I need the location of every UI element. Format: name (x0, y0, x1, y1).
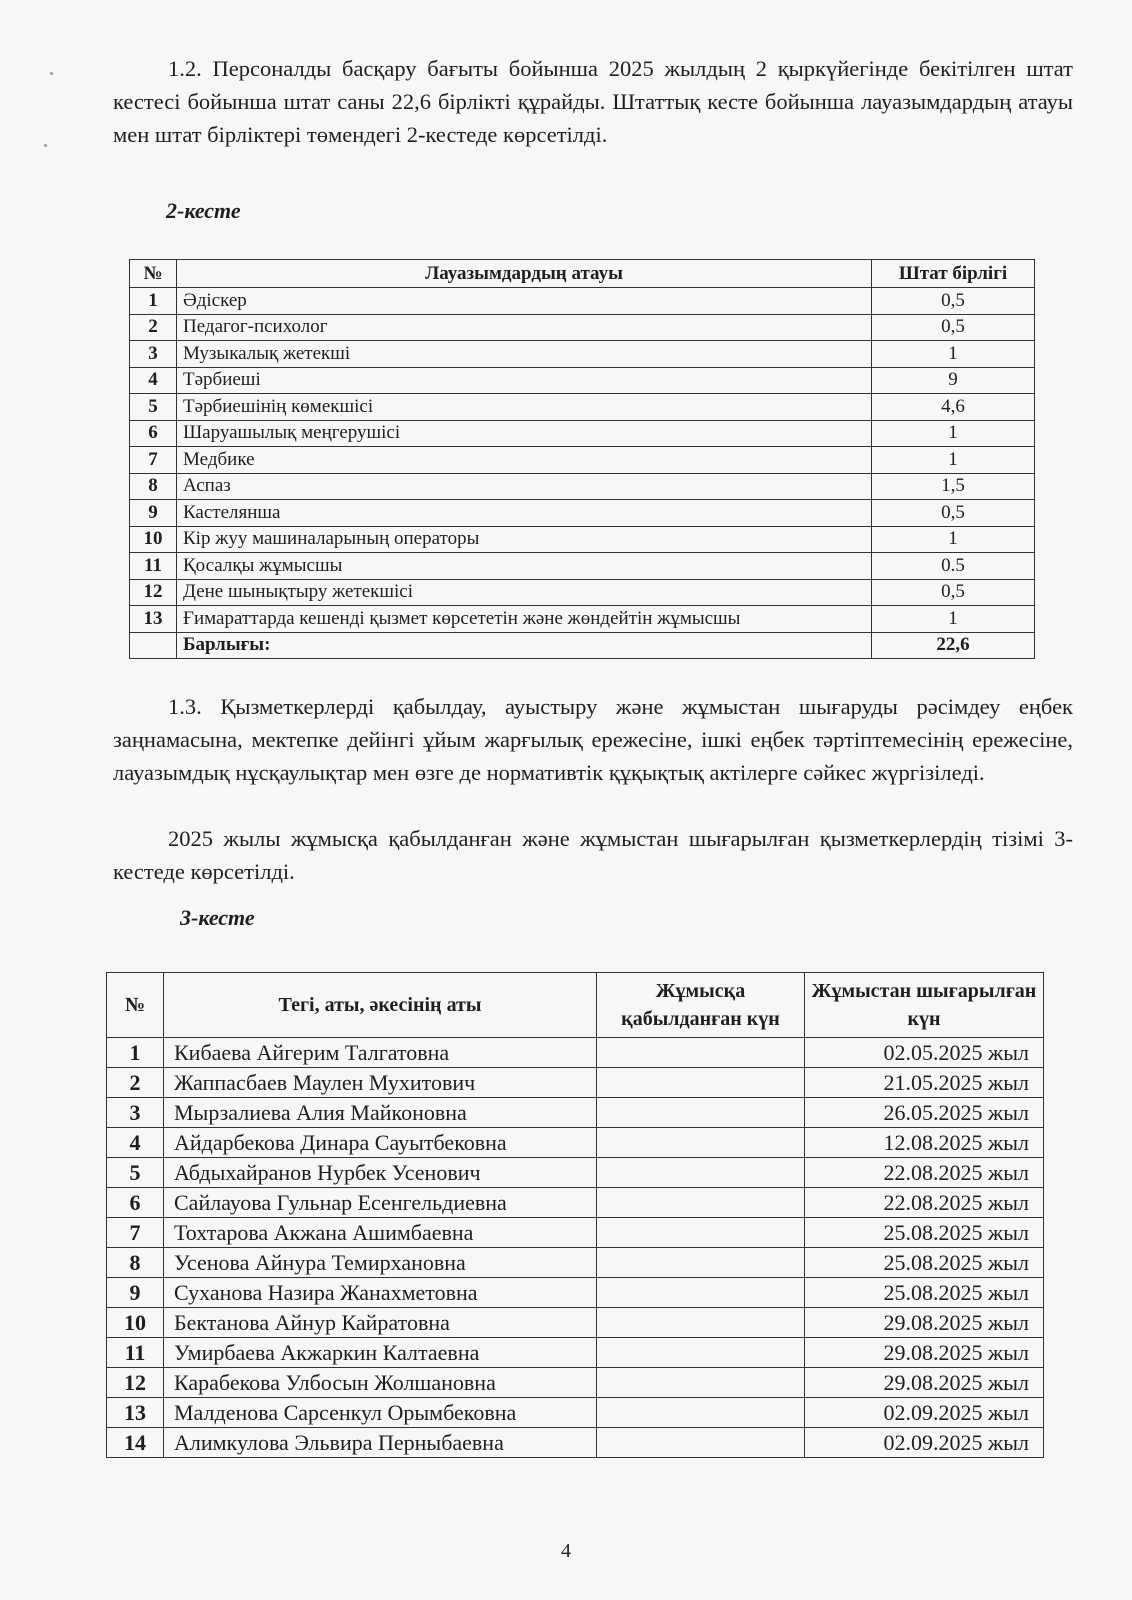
row-number: 14 (107, 1428, 164, 1458)
table-row (107, 1068, 1044, 1098)
paragraph-1-3-cont-text: 2025 жылы жұмысқа қабылданған және жұмыстан шығарылған қызметкерлердің тізімі 3-кестеде көрсетілді. (113, 826, 1073, 884)
hired-date (597, 1368, 805, 1398)
table-row (107, 1248, 1044, 1278)
dismissed-date: 29.08.2025 жыл (805, 1338, 1044, 1368)
table-row (107, 1398, 1044, 1428)
col-header-dismissed: Жұмыстан шығарылған күн (805, 973, 1044, 1038)
staff-units: 9 (872, 367, 1035, 394)
dismissed-date: 25.08.2025 жыл (805, 1248, 1044, 1278)
row-number: 9 (107, 1278, 164, 1308)
row-number: 6 (130, 420, 177, 447)
row-number: 2 (130, 314, 177, 341)
position-name: Кір жуу машиналарының операторы (177, 526, 872, 553)
row-number: 5 (107, 1158, 164, 1188)
employee-name: Суханова Назира Жанахметовна (164, 1278, 597, 1308)
position-name: Ғимараттарда кешенді қызмет көрсететін және жөндейтін жұмысшы (177, 606, 872, 633)
dismissed-date: 02.09.2025 жыл (805, 1428, 1044, 1458)
table-row (130, 526, 1035, 553)
row-number-empty (130, 632, 177, 659)
dismissed-date: 02.05.2025 жыл (805, 1038, 1044, 1068)
table-row (107, 1128, 1044, 1158)
staff-units: 1 (872, 420, 1035, 447)
staff-units: 0,5 (872, 500, 1035, 527)
staff-units-table (129, 259, 1035, 659)
dismissed-date: 26.05.2025 жыл (805, 1098, 1044, 1128)
row-number: 10 (107, 1308, 164, 1338)
table-row (107, 1218, 1044, 1248)
table-row (107, 1158, 1044, 1188)
position-name: Кастелянша (177, 500, 872, 527)
staff-units: 1 (872, 447, 1035, 474)
paragraph-1-3-cont (113, 822, 1073, 888)
table-row (107, 1428, 1044, 1458)
table-row (107, 1368, 1044, 1398)
col-header-hired: Жұмысқа қабылданған күн (597, 973, 805, 1038)
row-number: 3 (130, 341, 177, 368)
hired-date (597, 1248, 805, 1278)
staff-units: 0,5 (872, 314, 1035, 341)
col-header-no: № (130, 260, 177, 288)
table-row (130, 447, 1035, 474)
employee-name: Жаппасбаев Маулен Мухитович (164, 1068, 597, 1098)
scan-speck (50, 72, 53, 75)
position-name: Аспаз (177, 473, 872, 500)
dismissed-date: 22.08.2025 жыл (805, 1188, 1044, 1218)
staff-units: 0.5 (872, 553, 1035, 580)
row-number: 5 (130, 394, 177, 421)
staff-units: 1 (872, 606, 1035, 633)
hired-date (597, 1278, 805, 1308)
row-number: 13 (107, 1398, 164, 1428)
col-header-no: № (107, 973, 164, 1038)
employee-name: Кибаева Айгерим Талгатовна (164, 1038, 597, 1068)
position-name: Шаруашылық меңгерушісі (177, 420, 872, 447)
table-header-row (130, 260, 1035, 288)
table-row (130, 341, 1035, 368)
dismissed-date: 22.08.2025 жыл (805, 1158, 1044, 1188)
position-name: Тәрбиешінің көмекшісі (177, 394, 872, 421)
dismissed-date: 12.08.2025 жыл (805, 1128, 1044, 1158)
table-row (130, 606, 1035, 633)
dismissed-date: 02.09.2025 жыл (805, 1398, 1044, 1428)
hired-dismissed-table (106, 972, 1044, 1458)
row-number: 8 (130, 473, 177, 500)
table-row (130, 500, 1035, 527)
table-row (107, 1188, 1044, 1218)
row-number: 1 (107, 1038, 164, 1068)
dismissed-date: 29.08.2025 жыл (805, 1368, 1044, 1398)
employee-name: Бектанова Айнур Кайратовна (164, 1308, 597, 1338)
table-row (107, 1098, 1044, 1128)
table-row (107, 1038, 1044, 1068)
paragraph-1-3 (113, 690, 1073, 789)
position-name: Педагог-психолог (177, 314, 872, 341)
dismissed-date: 25.08.2025 жыл (805, 1278, 1044, 1308)
row-number: 12 (107, 1368, 164, 1398)
position-name: Әдіскер (177, 288, 872, 315)
paragraph-1-2 (113, 52, 1073, 151)
position-name: Тәрбиеші (177, 367, 872, 394)
total-label: Барлығы: (177, 632, 872, 659)
table-row (130, 314, 1035, 341)
row-number: 4 (130, 367, 177, 394)
hired-date (597, 1218, 805, 1248)
row-number: 12 (130, 579, 177, 606)
hired-date (597, 1428, 805, 1458)
row-number: 10 (130, 526, 177, 553)
col-header-fullname: Тегі, аты, әкесінің аты (164, 973, 597, 1038)
row-number: 3 (107, 1098, 164, 1128)
row-number: 9 (130, 500, 177, 527)
staff-units: 0,5 (872, 288, 1035, 315)
table-row (130, 579, 1035, 606)
employee-name: Малденова Сарсенкул Орымбековна (164, 1398, 597, 1428)
staff-units: 1 (872, 341, 1035, 368)
row-number: 11 (107, 1338, 164, 1368)
hired-date (597, 1068, 805, 1098)
employee-name: Усенова Айнура Темирхановна (164, 1248, 597, 1278)
dismissed-date: 25.08.2025 жыл (805, 1218, 1044, 1248)
row-number: 7 (107, 1218, 164, 1248)
hired-date (597, 1098, 805, 1128)
row-number: 13 (130, 606, 177, 633)
position-name: Қосалқы жұмысшы (177, 553, 872, 580)
row-number: 1 (130, 288, 177, 315)
employee-name: Алимкулова Эльвира Перныбаевна (164, 1428, 597, 1458)
table-row (107, 1278, 1044, 1308)
hired-date (597, 1038, 805, 1068)
table-row (130, 394, 1035, 421)
table-row (130, 288, 1035, 315)
table-row (130, 420, 1035, 447)
staff-units: 1,5 (872, 473, 1035, 500)
hired-date (597, 1188, 805, 1218)
employee-name: Айдарбекова Динара Сауытбековна (164, 1128, 597, 1158)
table-row (130, 367, 1035, 394)
table2-caption: 2-кесте (166, 198, 241, 223)
employee-name: Мырзалиева Алия Майконовна (164, 1098, 597, 1128)
row-number: 11 (130, 553, 177, 580)
row-number: 4 (107, 1128, 164, 1158)
table-row (130, 553, 1035, 580)
position-name: Музыкалық жетекші (177, 341, 872, 368)
employee-name: Карабекова Улбосын Жолшановна (164, 1368, 597, 1398)
dismissed-date: 21.05.2025 жыл (805, 1068, 1044, 1098)
total-row (130, 632, 1035, 659)
employee-name: Тохтарова Акжана Ашимбаевна (164, 1218, 597, 1248)
hired-date (597, 1158, 805, 1188)
table-row (107, 1308, 1044, 1338)
hired-date (597, 1128, 805, 1158)
hired-date (597, 1338, 805, 1368)
table-header-row (107, 973, 1044, 1038)
hired-date (597, 1398, 805, 1428)
table-row (130, 473, 1035, 500)
employee-name: Сайлауова Гульнар Есенгельдиевна (164, 1188, 597, 1218)
paragraph-1-3-text: 1.3. Қызметкерлерді қабылдау, ауыстыру және жұмыстан шығаруды рәсімдеу еңбек заңнамасына, мектепке дейінгі ұйым жарғылық ережесіне, ішкі еңбек тәртіптемесінің ережесіне, лауазымдық нұсқаулықтар мен өзге де нормативтік құқықтық актілерге сәйкес жүргізіледі. (113, 694, 1073, 785)
total-value: 22,6 (872, 632, 1035, 659)
table3-caption: 3-кесте (180, 905, 255, 930)
hired-date (597, 1308, 805, 1338)
staff-units: 4,6 (872, 394, 1035, 421)
col-header-position: Лауазымдардың атауы (177, 260, 872, 288)
col-header-units: Штат бірлігі (872, 260, 1035, 288)
position-name: Дене шынықтыру жетекшісі (177, 579, 872, 606)
row-number: 6 (107, 1188, 164, 1218)
row-number: 2 (107, 1068, 164, 1098)
paragraph-1-2-text: 1.2. Персоналды басқару бағыты бойынша 2025 жылдың 2 қыркүйегінде бекітілген штат кестесі бойынша штат саны 22,6 бірлікті құрайды. Штаттық кесте бойынша лауазымдардың атауы мен штат бірліктері төмендегі 2-кестеде көрсетілді. (113, 56, 1073, 147)
staff-units: 1 (872, 526, 1035, 553)
page-number: 4 (561, 1540, 571, 1562)
table-row (107, 1338, 1044, 1368)
employee-name: Умирбаева Акжаркин Калтаевна (164, 1338, 597, 1368)
position-name: Медбике (177, 447, 872, 474)
row-number: 8 (107, 1248, 164, 1278)
dismissed-date: 29.08.2025 жыл (805, 1308, 1044, 1338)
staff-units: 0,5 (872, 579, 1035, 606)
employee-name: Абдыхайранов Нурбек Усенович (164, 1158, 597, 1188)
scan-speck (44, 144, 47, 147)
row-number: 7 (130, 447, 177, 474)
